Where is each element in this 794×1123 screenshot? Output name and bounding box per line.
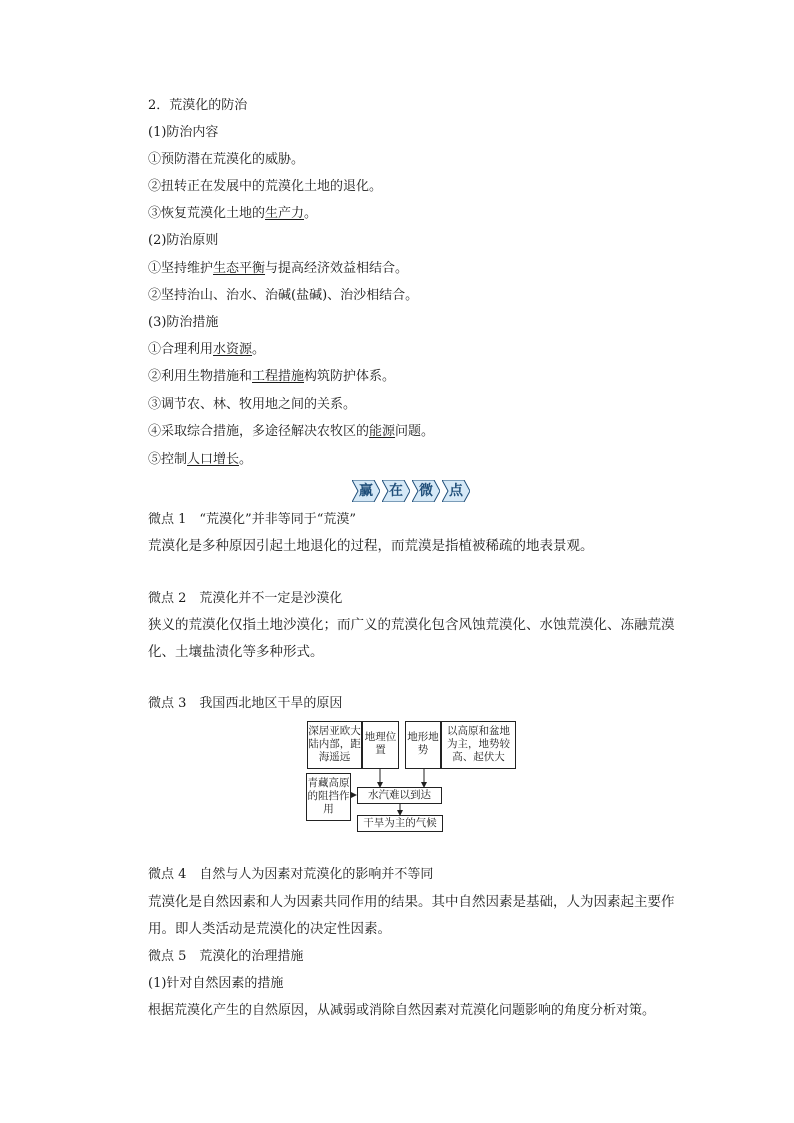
content-item-3: ③恢复荒漠化土地的生产力。: [148, 206, 318, 221]
point-5-title: 微点 5 荒漠化的治理措施: [148, 949, 304, 964]
box-terrain: 地形地势: [405, 721, 441, 769]
banner-chevron-3: 微: [412, 480, 440, 502]
principle-item-2: ②坚持治山、治水、治碱(盐碱)、治沙相结合。: [148, 288, 419, 303]
measure-heading: (3)防治措施: [148, 315, 219, 330]
point-4-title: 微点 4 自然与人为因素对荒漠化的影响并不等同: [148, 867, 434, 882]
point-4-text: 荒漠化是自然因素和人为因素共同作用的结果。其中自然因素是基础，人为因素起主要作用。即人类活动是荒漠化的决定性因素。: [148, 894, 675, 937]
box-moisture-cannot-reach: 水汽难以到达: [357, 787, 442, 804]
box-geographic-position: 地理位置: [362, 721, 399, 769]
blank-engineering: 工程措施: [252, 369, 305, 384]
principle-item-1: ①坚持维护生态平衡与提高经济效益相结合。: [148, 261, 409, 276]
point-2-text: 狭义的荒漠化仅指土地沙漠化；而广义的荒漠化包含风蚀荒漠化、水蚀荒漠化、冻融荒漠化、土壤盐渍化等多种形式。: [148, 617, 675, 660]
measure-item-3: ③调节农、林、牧用地之间的关系。: [148, 397, 357, 412]
blank-population: 人口增长: [187, 452, 240, 467]
box-tibet-barrier: 青藏高原的阻挡作用: [306, 773, 351, 821]
blank-eco-balance: 生态平衡: [213, 261, 266, 276]
point-5-text: 根据荒漠化产生的自然原因，从减弱或消除自然因素对荒漠化问题影响的角度分析对策。: [148, 1003, 656, 1018]
point-3-title: 微点 3 我国西北地区干旱的原因: [148, 696, 343, 711]
measure-item-5: ⑤控制人口增长。: [148, 452, 253, 467]
banner-chevron-2: 在: [382, 480, 410, 502]
section-heading: 2．荒漠化的防治: [148, 98, 248, 113]
point-5-subheading: (1)针对自然因素的措施: [148, 976, 284, 991]
point-1-text: 荒漠化是多种原因引起土地退化的过程，而荒漠是指植被稀疏的地表景观。: [148, 538, 594, 554]
banner-chevron-1: 赢: [352, 480, 380, 502]
box-plateaus-basins: 以高原和盆地为主，地势较高、起伏大: [441, 721, 516, 769]
blank-energy: 能源: [369, 424, 396, 439]
box-inland-location: 深居亚欧大陆内部，距海遥远: [307, 721, 362, 769]
blank-productivity: 生产力: [265, 206, 305, 221]
content-item-2: ②扭转正在发展中的荒漠化土地的退化。: [148, 179, 383, 194]
measure-item-4: ④采取综合措施，多途径解决农牧区的能源问题。: [148, 424, 435, 439]
point-1-title: 微点 1 “荒漠化”并非等同于“荒漠”: [148, 512, 356, 527]
content-item-1: ①预防潜在荒漠化的威胁。: [148, 152, 305, 167]
blank-water: 水资源: [213, 342, 253, 357]
measure-item-2: ②利用生物措施和工程措施构筑防护体系。: [148, 369, 396, 384]
banner-chevron-4: 点: [442, 480, 470, 502]
measure-item-1: ①合理利用水资源。: [148, 342, 266, 357]
point-2-title: 微点 2 荒漠化并不一定是沙漠化: [148, 591, 343, 606]
box-arid-climate: 干旱为主的气候: [357, 815, 443, 832]
content-heading: (1)防治内容: [148, 125, 219, 140]
principle-heading: (2)防治原则: [148, 233, 219, 248]
